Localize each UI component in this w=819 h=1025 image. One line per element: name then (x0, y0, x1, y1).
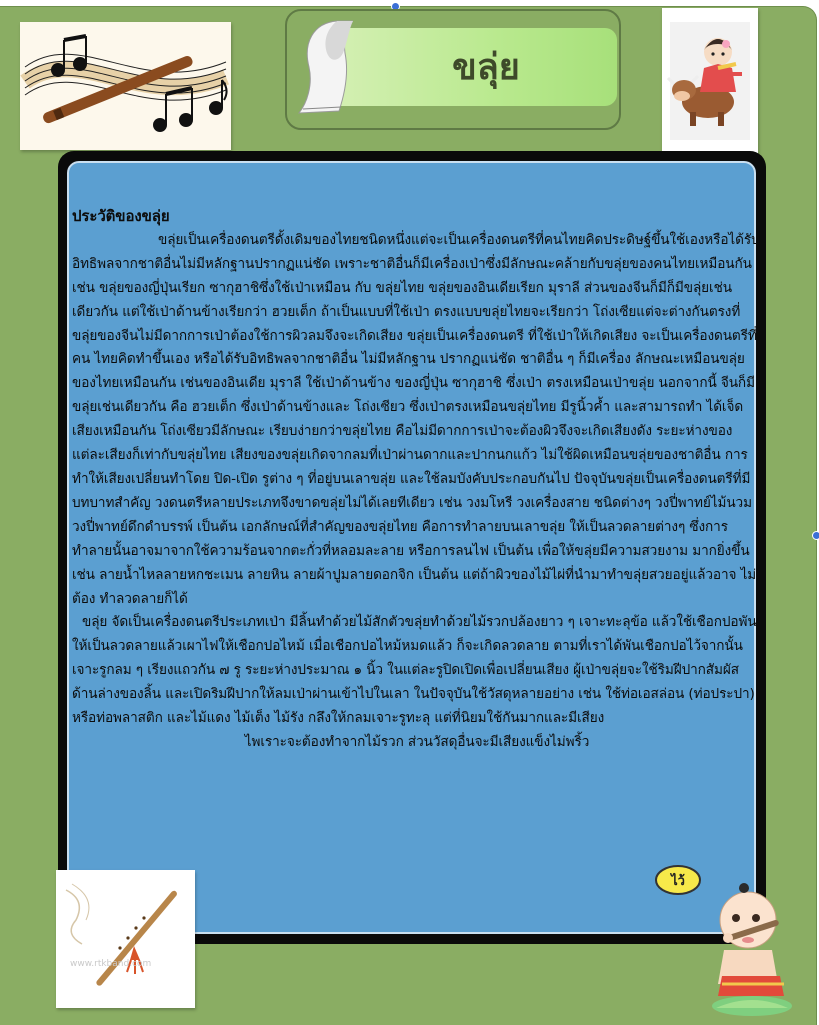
girl-riding-cow-image (662, 8, 758, 159)
page-title: ขลุ่ย (452, 46, 520, 88)
paragraph-history: ขลุ่ยเป็นเครื่องดนตรีดั้งเดิมของไทยชนิดหนึ่งแต่จะเป็นเครื่องดนตรีที่คนไทยคิดประดิษฐ์ขึ้นใช้เองหรือได้รับอิทธิพลจากชาติอื่นไม่มีหลักฐานปรากฏแน่ชัด เพราะชาติอื่นก็มีเครื่องเป่าซึ่งมีลักษณะคล้ายกับขลุ่ยของคนไทยเหมือนกัน เช่น ขลุ่ยของญี่ปุ่นเรียก ซากุฮาชิซึ่งใช้เป่าเหมือน กับ ขลุ่ยไทย ขลุ่ยของอินเดียเรียก มุราลี ส่วนของจีนก็มีก็มีขลุ่ยเช่นเดียวกัน แต่ใช้เป่าด้านข้างเรียกว่า ฮวยเต็ก ถ้าเป็นแบบที่ใช้เป่า ตรงแบบขลุ่ยไทยจะเรียกว่า โถ่งเซียแต่จะต่างกันตรงที่ขลุ่ยของจีนไม่มีดากการเป่าต้องใช้การผิวลมจึงจะเกิดเสียง ขลุ่ยเป็นเครื่องดนตรี ที่ใช้เป่าให้เกิดเสียง จะเป็นเครื่องดนตรีที่คน ไทยคิดทำขึ้นเอง หรือได้รับอิทธิพลจากชาติอื่น ไม่มีหลักฐาน ปรากฏแน่ชัด ชาติอื่น ๆ ก็มีเครื่อง ลักษณะเหมือนขลุ่ยของไทยเหมือนกัน เช่นของอินเดีย มุราลี ใช้เป่าด้านข้าง ของญี่ปุ่น ซากุฮาชิ ซึ่งเป่า ตรงเหมือนเป่าขลุ่ย นอกจากนี้ จีนก็มีขลุ่ยเช่นเดียวกัน คือ ฮวยเต็ก ซึ่งเป่าด้านข้างและ โถ่งเซียว ซึ่งเป่าตรงเหมือนขลุ่ยไทย มีรูนิ้วค้ำ และสามารถทำ ได้เจ็ดเสียงเหมือนกัน โถ่งเซียวมีลักษณะ เรียบง่ายกว่าขลุ่ยไทย คือไม่มีดากการเป่าจะต้องผิวจึงจะเกิดเสียงดัง ระยะห่างของแต่ละเสียงก็เท่ากับขลุ่ยไทย เสียงของขลุ่ยเกิดจากลมที่เป่าผ่านดากและปากนกแก้ว ไม่ใช้ผิดเหมือนขลุ่ยของชาติอื่น การทำให้เสียงเปลี่ยนทำโดย ปิด-เปิด รูต่าง ๆ ที่อยู่บนเลาขลุ่ย และใช้ลมบังคับประกอบกันไป ปัจจุบันขลุ่ยเป็นเครื่องดนตรีที่มีบทบาทสำคัญ วงดนตรีหลายประเภทจึงขาดขลุ่ยไม่ได้เลยทีเดียว เช่น วงมโหรี วงเครื่องสาย ชนิดต่างๆ วงปี่พาทย์ไม้นวม วงปี่พาทย์ดึกดำบรรพ์ เป็นต้น เอกลักษณ์ที่สำคัญของขลุ่ยไทย คือการทำลายบนเลาขลุ่ย ให้เป็นลวดลายต่างๆ ซึ่งการทำลายนั้นอาจมาจากใช้ความร้อนจากตะกั่วที่หลอมละลาย หรือการลนไฟ เป็นต้น เพื่อให้ขลุ่ยมีความสวยงาม มากยิ่งขึ้น เช่น ลายน้ำไหลลายหกชะเมน ลายหิน ลายผ้าปูมลายดอกจิก เป็นต้น แต่ถ้าผิวของไม้ไผ่ที่นำมาทำขลุ่ยสวยอยู่แล้วอาจ ไม่ต้อง ทำลวดลายก็ได้ (72, 231, 760, 607)
paragraph-construction-end: ไพเราะจะต้องทำจากไม้รวก ส่วนวัสดุอื่นจะมีเสียงแข็งไม่พริ้ว (244, 733, 590, 750)
music-notes-flute-image (20, 22, 231, 150)
music-notes-flute-icon (20, 22, 231, 150)
selection-handle-right[interactable] (812, 531, 819, 540)
girl-riding-cow-icon (662, 8, 758, 159)
thai-boy-flute-cartoon (652, 858, 800, 1018)
thai-flute-icon (56, 870, 195, 1008)
thai-boy-flute-icon (652, 858, 800, 1018)
content-text (72, 205, 762, 755)
title-banner (321, 28, 617, 106)
paper-curl-icon (293, 13, 353, 119)
speech-bubble-text: ไว้ (671, 874, 685, 889)
thai-flute-image (56, 870, 195, 1008)
section-heading: ประวัติของขลุ่ย (72, 207, 170, 225)
watermark-text: www.rtkband.com (70, 959, 152, 969)
paragraph-construction: ขลุ่ย จัดเป็นเครื่องดนตรีประเภทเป่า มีลิ้นทำด้วยไม้สักตัวขลุ่ยทำด้วยไม้รวกปล้องยาว ๆ เจาะทะลุข้อ แล้วใช้เชือกปอพันให้เป็นลวดลายแล้วเผาไฟให้เชือกปอไหม้ เมื่อเชือกปอไหม้หมดแล้ว ก็จะเกิดลวดลาย ตามที่เราได้พันเชือกปอไว้จากนั้นเจาะรูกลม ๆ เรียงแถวกัน ๗ รู ระยะห่างประมาณ ๑ นิ้ว ในแต่ละรูปิดเปิดเพื่อเปลี่ยนเสียง ผู้เป่าขลุ่ยจะใช้ริมฝีปากสัมผัสด้านล่างของลิ้น และเปิดริมฝีปากให้ลมเป่าผ่านเข้าไปในเลา ในปัจจุบันใช้วัสดุหลายอย่าง เช่น ใช้ท่อเอสล่อน (ท่อประปา) หรือท่อพลาสติก และไม้แดง ไม้เต็ง ไม้รัง กลึงให้กลมเจาะรูทะลุ แต่ที่นิยมใช้กันมากและมีเสียง (72, 614, 757, 727)
title-frame (285, 9, 621, 130)
